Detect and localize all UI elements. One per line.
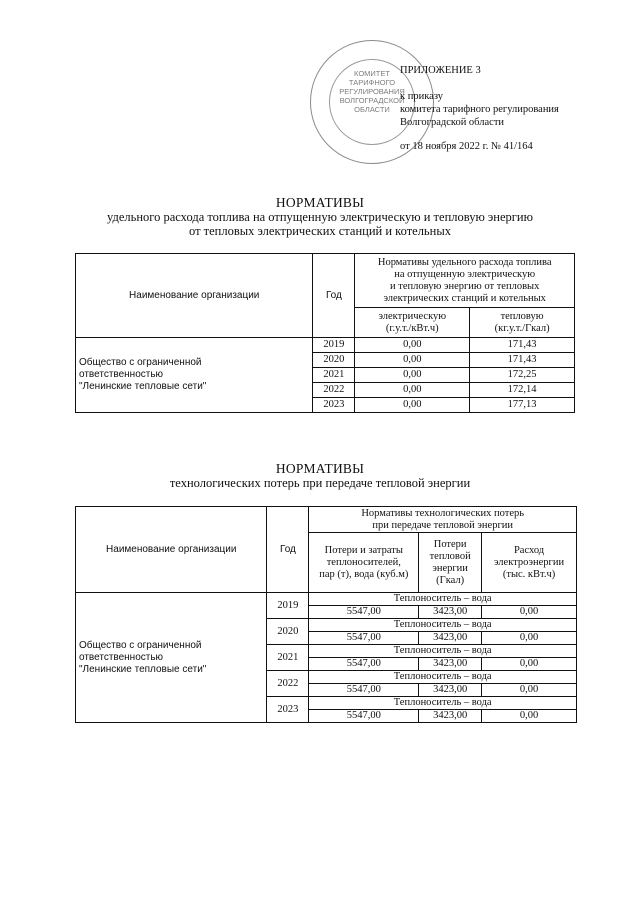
carrier-losses-cell: 5547,00 xyxy=(309,632,419,645)
carrier-losses-cell: 5547,00 xyxy=(309,658,419,671)
electric-cell: 0,00 xyxy=(355,383,470,398)
heat-losses-table xyxy=(75,506,577,723)
heat-losses-cell: 3423,00 xyxy=(419,710,482,723)
carrier-losses-cell: 5547,00 xyxy=(309,606,419,619)
year-cell: 2023 xyxy=(313,398,355,413)
table2-header-electricity: Расход электроэнергии (тыс. кВт.ч) xyxy=(482,533,577,593)
carrier-cell: Теплоноситель – вода xyxy=(309,645,577,658)
heat-losses-cell: 3423,00 xyxy=(419,606,482,619)
table2-org-name: Общество с ограниченной ответственностью "Ленинские тепловые сети" xyxy=(76,593,267,723)
fuel-norms-table xyxy=(75,253,575,413)
order-date-number: от 18 ноября 2022 г. № 41/164 xyxy=(400,141,533,152)
thermal-cell: 171,43 xyxy=(470,338,575,353)
table1-header-org: Наименование организации xyxy=(76,254,313,338)
electricity-cell: 0,00 xyxy=(482,658,577,671)
table2-header-year: Год xyxy=(267,507,309,593)
table2-header-org: Наименование организации xyxy=(76,507,267,593)
table2-heading: НОРМАТИВЫ xyxy=(275,461,365,476)
thermal-cell: 172,25 xyxy=(470,368,575,383)
carrier-cell: Теплоноситель – вода xyxy=(309,593,577,606)
carrier-losses-cell: 5547,00 xyxy=(309,684,419,697)
electric-cell: 0,00 xyxy=(355,368,470,383)
heat-losses-cell: 3423,00 xyxy=(419,658,482,671)
order-ref: к приказу xyxy=(400,91,443,102)
table1-header-electric: электрическую (г.у.т./кВт.ч) xyxy=(355,308,470,338)
table1-header-thermal: тепловую (кг.у.т./Гкал) xyxy=(470,308,575,338)
table1-header-norms: Нормативы удельного расхода топлива на отпущенную электрическую и тепловую энергию от тепловых электрических станций и котельных xyxy=(355,254,575,308)
electricity-cell: 0,00 xyxy=(482,632,577,645)
electric-cell: 0,00 xyxy=(355,398,470,413)
table1-subtitle-line1: удельного расхода топлива на отпущенную электрическую и тепловую энергию xyxy=(107,210,533,224)
year-cell: 2021 xyxy=(267,645,309,671)
committee-name: комитета тарифного регулирования xyxy=(400,104,559,115)
table1-subtitle-line2: от тепловых электрических станций и котельных xyxy=(189,224,451,238)
table-row xyxy=(76,338,575,353)
year-cell: 2023 xyxy=(267,697,309,723)
table2-subtitle: технологических потерь при передаче тепловой энергии xyxy=(169,476,471,490)
electricity-cell: 0,00 xyxy=(482,684,577,697)
year-cell: 2022 xyxy=(313,383,355,398)
electric-cell: 0,00 xyxy=(355,353,470,368)
table2-header-norms: Нормативы технологических потерь при передаче тепловой энергии xyxy=(309,507,577,533)
electricity-cell: 0,00 xyxy=(482,710,577,723)
region-name: Волгоградской области xyxy=(400,117,505,128)
heat-losses-cell: 3423,00 xyxy=(419,632,482,645)
carrier-cell: Теплоноситель – вода xyxy=(309,697,577,710)
table1-header-year: Год xyxy=(313,254,355,338)
heat-losses-cell: 3423,00 xyxy=(419,684,482,697)
table-row xyxy=(76,593,577,606)
table2-header-heat-losses: Потери тепловой энергии (Гкал) xyxy=(419,533,482,593)
table2-header-carrier-losses: Потери и затраты теплоносителей, пар (т), вода (куб.м) xyxy=(309,533,419,593)
seal-text: КОМИТЕТ ТАРИФНОГО РЕГУЛИРОВАНИЯ ВОЛГОГРАДСКОЙ ОБЛАСТИ xyxy=(339,69,405,114)
carrier-losses-cell: 5547,00 xyxy=(309,710,419,723)
year-cell: 2020 xyxy=(267,619,309,645)
electric-cell: 0,00 xyxy=(355,338,470,353)
electricity-cell: 0,00 xyxy=(482,606,577,619)
year-cell: 2020 xyxy=(313,353,355,368)
table1-title xyxy=(0,196,640,238)
year-cell: 2019 xyxy=(313,338,355,353)
thermal-cell: 172,14 xyxy=(470,383,575,398)
year-cell: 2022 xyxy=(267,671,309,697)
table2-title xyxy=(0,462,640,490)
year-cell: 2019 xyxy=(267,593,309,619)
thermal-cell: 171,43 xyxy=(470,353,575,368)
appendix-label: ПРИЛОЖЕНИЕ 3 xyxy=(400,65,481,76)
carrier-cell: Теплоноситель – вода xyxy=(309,619,577,632)
table1-org-name: Общество с ограниченной ответственностью "Ленинские тепловые сети" xyxy=(76,338,313,413)
year-cell: 2021 xyxy=(313,368,355,383)
thermal-cell: 177,13 xyxy=(470,398,575,413)
carrier-cell: Теплоноситель – вода xyxy=(309,671,577,684)
table1-heading: НОРМАТИВЫ xyxy=(275,195,365,210)
